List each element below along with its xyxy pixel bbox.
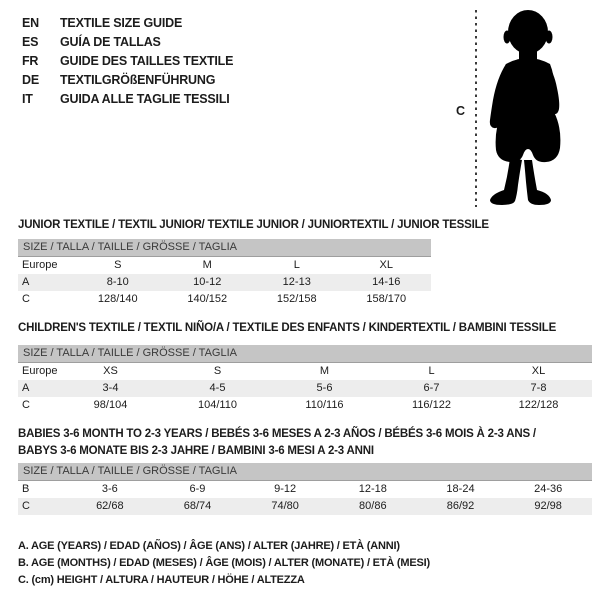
table-cell: L <box>293 259 300 271</box>
language-row-de <box>22 71 233 90</box>
section-title-line: BABIES 3-6 MONTH TO 2-3 YEARS / BEBÉS 3-6 MESES A 2-3 AÑOS / BÉBÉS 3-6 MOIS À 2-3 ANS / <box>18 428 536 440</box>
language-row-fr <box>22 52 233 71</box>
table-cell: XL <box>379 259 393 271</box>
language-code: DE <box>22 73 39 87</box>
table-row <box>18 481 592 498</box>
table-cell: M <box>319 365 330 377</box>
table-cell: 12-13 <box>282 276 311 288</box>
language-header <box>22 14 233 109</box>
table-cell: 86/92 <box>446 500 475 512</box>
size-table-header: SIZE / TALLA / TAILLE / GRÖSSE / TAGLIA <box>18 463 592 481</box>
table-cell: 158/170 <box>366 293 407 305</box>
language-code: FR <box>22 54 39 68</box>
language-title: TEXTILGRÖßENFÜHRUNG <box>60 73 216 87</box>
section-title-line: BABYS 3-6 MONATE BIS 2-3 JAHRE / BAMBINI 3-6 MESI A 2-3 ANNI <box>18 445 374 457</box>
section-title-children: CHILDREN'S TEXTILE / TEXTIL NIÑO/A / TEXTILE DES ENFANTS / KINDERTEXTIL / BAMBINI TESSILE <box>18 322 557 334</box>
table-cell: 80/86 <box>359 500 387 512</box>
table-cell: 62/68 <box>96 500 124 512</box>
table-cell: 110/116 <box>305 399 344 411</box>
table-row <box>18 498 592 515</box>
table-cell: 140/152 <box>187 293 228 305</box>
table-cell: 92/98 <box>534 500 562 512</box>
table-cell: 7-8 <box>530 382 547 394</box>
language-row-en <box>22 14 233 33</box>
table-cell: L <box>428 365 435 377</box>
table-cell: 4-5 <box>209 382 226 394</box>
table-row <box>18 274 431 291</box>
footnote-age-months: B. AGE (MONTHS) / EDAD (MESES) / ÂGE (MOIS) / ALTER (MONATE) / ETÀ (MESI) <box>18 557 430 569</box>
row-label: C <box>22 293 30 305</box>
size-table-header: SIZE / TALLA / TAILLE / GRÖSSE / TAGLIA <box>18 239 431 257</box>
row-label: C <box>22 399 30 411</box>
table-cell: 74/80 <box>271 500 299 512</box>
table-cell: XS <box>103 365 118 377</box>
height-measure-label: C <box>456 104 466 118</box>
table-cell: M <box>202 259 212 271</box>
table-cell: 116/122 <box>412 399 451 411</box>
table-cell: 8-10 <box>106 276 129 288</box>
row-label: B <box>22 483 30 495</box>
section-title-babies <box>18 426 536 460</box>
table-cell: 104/110 <box>198 399 237 411</box>
size-table-header: SIZE / TALLA / TAILLE / GRÖSSE / TAGLIA <box>18 345 592 363</box>
row-label: Europe <box>22 365 58 377</box>
footnote-age-years: A. AGE (YEARS) / EDAD (AÑOS) / ÂGE (ANS) / ALTER (JAHRE) / ETÀ (ANNI) <box>18 540 400 552</box>
table-cell: 68/74 <box>183 500 212 512</box>
row-label: A <box>22 382 30 394</box>
table-cell: 3-4 <box>102 382 119 394</box>
language-code: EN <box>22 16 39 30</box>
language-title: GUÍA DE TALLAS <box>60 35 161 49</box>
table-cell: 122/128 <box>518 399 559 411</box>
table-cell: 10-12 <box>193 276 222 288</box>
junior-size-table <box>18 239 431 308</box>
table-cell: 6-9 <box>189 483 206 495</box>
table-cell: 152/158 <box>276 293 317 305</box>
table-row <box>18 257 431 274</box>
table-cell: 9-12 <box>274 483 297 495</box>
table-row <box>18 363 592 380</box>
language-row-it <box>22 90 233 109</box>
language-code: ES <box>22 35 39 49</box>
table-cell: 128/140 <box>97 293 138 305</box>
language-title: GUIDA ALLE TAGLIE TESSILI <box>60 92 230 106</box>
table-cell: 18-24 <box>446 483 475 495</box>
table-cell: 6-7 <box>423 382 440 394</box>
row-label: C <box>22 500 30 512</box>
table-row <box>18 291 431 308</box>
table-cell: 5-6 <box>316 382 333 394</box>
table-cell: 24-36 <box>534 483 563 495</box>
table-row <box>18 397 592 414</box>
table-cell: S <box>213 365 222 377</box>
language-code: IT <box>22 92 33 106</box>
table-cell: S <box>114 259 122 271</box>
row-label: A <box>22 276 30 288</box>
table-cell: 3-6 <box>101 483 118 495</box>
language-title: GUIDE DES TAILLES TEXTILE <box>60 54 234 68</box>
babies-size-table <box>18 463 592 515</box>
table-row <box>18 380 592 397</box>
table-cell: XL <box>531 365 546 377</box>
section-title-junior: JUNIOR TEXTILE / TEXTIL JUNIOR/ TEXTILE JUNIOR / JUNIORTEXTIL / JUNIOR TESSILE <box>18 219 489 231</box>
footnote-height: C. (cm) HEIGHT / ALTURA / HAUTEUR / HÖHE / ALTEZZA <box>18 574 305 586</box>
language-title: TEXTILE SIZE GUIDE <box>60 16 183 30</box>
table-cell: 12-18 <box>358 483 387 495</box>
table-cell: 14-16 <box>372 276 401 288</box>
row-label: Europe <box>22 259 58 271</box>
legend-footnotes <box>18 538 430 589</box>
toddler-silhouette-icon <box>482 8 566 208</box>
language-row-es <box>22 33 233 52</box>
children-size-table <box>18 345 592 414</box>
table-cell: 98/104 <box>93 399 128 411</box>
height-dotted-line <box>475 10 477 207</box>
